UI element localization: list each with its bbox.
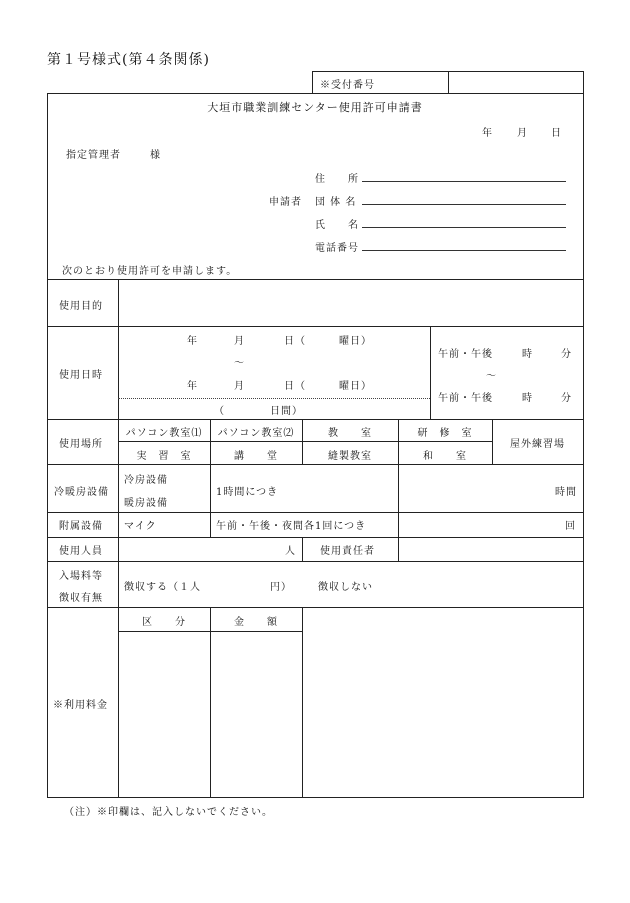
admission-label-line1: 入場料等 [59,571,103,582]
to-month-label: 月 [234,381,245,392]
fee-amount-header: 金 額 [234,617,278,628]
receipt-number-label: ※受付番号 [320,80,375,91]
name-field[interactable] [362,227,566,228]
from-month-label: 月 [234,336,245,347]
fee-label: ※利用料金 [53,700,108,711]
addressee: 指定管理者 [66,150,121,161]
room-auditorium[interactable]: 講 堂 [234,451,278,462]
date-month-label: 月 [517,128,528,139]
equipment-mic[interactable]: マイク [124,521,157,532]
time-from-ampm: 午前・午後 [438,349,493,360]
phone-field[interactable] [362,250,566,251]
aircon-hours-unit: 時間 [555,487,577,498]
footnote: （注）※印欄は、記入しないでください。 [64,807,273,818]
purpose-label: 使用目的 [59,301,103,312]
fee-category-header: 区 分 [142,617,186,628]
form-number: 第１号様式(第４条関係) [47,52,210,68]
group-name-label: 団 体 名 [315,197,357,208]
time-from-minute: 分 [561,349,572,360]
address-field[interactable] [362,181,566,182]
room-japanese[interactable]: 和 室 [423,451,467,462]
name-label: 氏 名 [315,220,359,231]
schedule-label: 使用日時 [59,370,103,381]
addressee-suffix: 様 [150,150,161,161]
equipment-label: 附属設備 [59,521,103,532]
aircon-per: 1時間につき [216,487,279,498]
room-outdoor[interactable]: 屋外練習場 [510,439,565,450]
to-year-label: 年 [187,381,198,392]
date-day-label: 日 [551,128,562,139]
to-day-label: 日（ [284,381,306,392]
phone-label: 電話番号 [315,243,359,254]
room-training[interactable]: 研 修 室 [417,428,473,439]
room-sewing[interactable]: 縫製教室 [328,451,372,462]
to-weekday-label: 曜日） [339,381,372,392]
date-range-wave: ～ [234,358,245,369]
cooling-option[interactable]: 冷房設備 [124,475,168,486]
from-day-label: 日（ [284,336,306,347]
admission-label-line2: 徴収有無 [59,593,103,604]
time-from-hour: 時 [522,349,533,360]
admission-yen: 円） [270,582,292,593]
days-open: （ [214,406,225,417]
application-title: 大垣市職業訓練センター使用許可申請書 [207,101,423,114]
aircon-label: 冷暖房設備 [54,487,109,498]
request-text: 次のとおり使用許可を申請します。 [62,266,238,277]
equipment-per: 午前・午後・夜間各1回につき [216,521,367,532]
address-label: 住 所 [315,174,359,185]
time-range-wave: ～ [486,371,497,382]
persons-label: 使用人員 [59,546,103,557]
applicant-label: 申請者 [269,197,302,208]
room-practice[interactable]: 実 習 室 [136,451,192,462]
time-to-hour: 時 [522,393,533,404]
heating-option[interactable]: 暖房設備 [124,498,168,509]
from-weekday-label: 曜日） [339,336,372,347]
date-year-label: 年 [482,128,493,139]
room-pc2[interactable]: パソコン教室⑵ [217,428,295,439]
time-to-ampm: 午前・午後 [438,393,493,404]
admission-collect-option[interactable]: 徴収する（１人 [124,582,201,593]
responsible-label: 使用責任者 [320,546,375,557]
room-pc1[interactable]: パソコン教室⑴ [125,428,203,439]
time-to-minute: 分 [561,393,572,404]
purpose-field[interactable] [126,297,576,313]
days-close: 日間） [270,406,303,417]
admission-no-collect-option[interactable]: 徴収しない [318,582,373,593]
responsible-field[interactable] [404,542,574,556]
equipment-times-unit: 回 [565,521,576,532]
room-classroom[interactable]: 教 室 [328,428,372,439]
from-year-label: 年 [187,336,198,347]
group-name-field[interactable] [362,204,566,205]
location-label: 使用場所 [59,439,103,450]
persons-unit: 人 [285,546,296,557]
